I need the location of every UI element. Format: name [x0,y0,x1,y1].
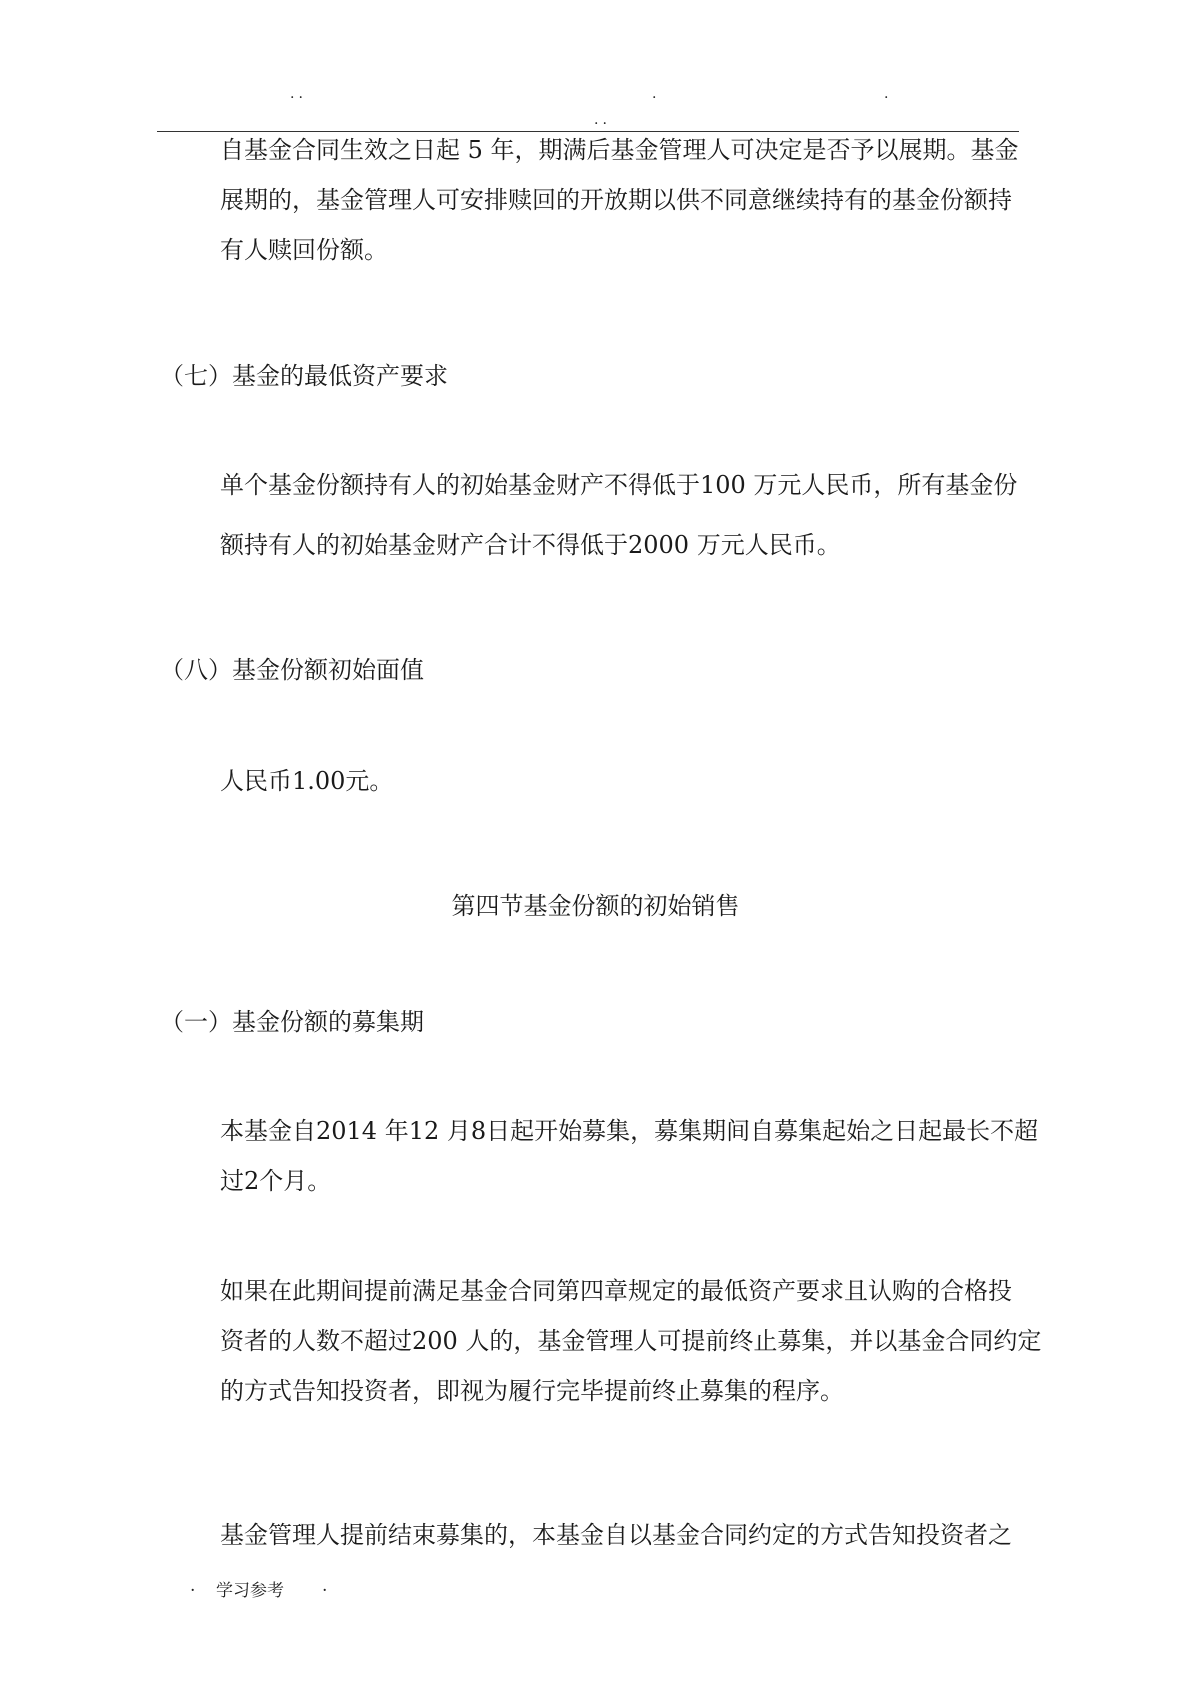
section-title: 第四节基金份额的初始销售 [451,892,740,920]
footer-dot: . [322,1576,328,1596]
text-line: 本基金自2014 年12 月8日起开始募集，募集期间自募集起始之日起最长不超 [220,1117,1039,1145]
paragraph-early-termination [220,1266,1042,1416]
header-dots: .. [290,86,307,102]
heading-initial-par-value: （八）基金份额初始面值 [160,656,424,684]
paragraph-term-extension [220,125,1020,275]
paragraph-par-value: 人民币1.00元。 [220,767,394,795]
heading-offering-period: （一）基金份额的募集期 [160,1008,424,1036]
text-line: 额持有人的初始基金财产合计不得低于2000 万元人民币。 [220,531,841,559]
header-dot: . [884,86,893,102]
header-dot: . [652,86,661,102]
text-line: 有人赎回份额。 [220,236,388,264]
text-line: 如果在此期间提前满足基金合同第四章规定的最低资产要求且认购的合格投 [220,1277,1012,1305]
text-line: 的方式告知投资者，即视为履行完毕提前终止募集的程序。 [220,1377,844,1405]
footer-label: 学习参考 [216,1581,284,1601]
text-line: 单个基金份额持有人的初始基金财产不得低于100 万元人民币，所有基金份 [220,471,1018,499]
paragraph-offering-period [220,1106,1039,1206]
heading-minimum-assets: （七）基金的最低资产要求 [160,362,448,390]
paragraph-early-close: 基金管理人提前结束募集的，本基金自以基金合同约定的方式告知投资者之 [220,1521,1012,1549]
paragraph-minimum-assets [220,460,1020,570]
text-line: 过2个月。 [220,1167,332,1195]
text-line: 展期的，基金管理人可安排赎回的开放期以供不同意继续持有的基金份额持 [220,186,1012,214]
text-line: 资者的人数不超过200 人的，基金管理人可提前终止募集，并以基金合同约定 [220,1327,1042,1355]
text-line: 自基金合同生效之日起 5 年，期满后基金管理人可决定是否予以展期。基金 [220,136,1019,164]
footer-dot: . [190,1576,196,1596]
header-dots: .. [594,112,611,128]
